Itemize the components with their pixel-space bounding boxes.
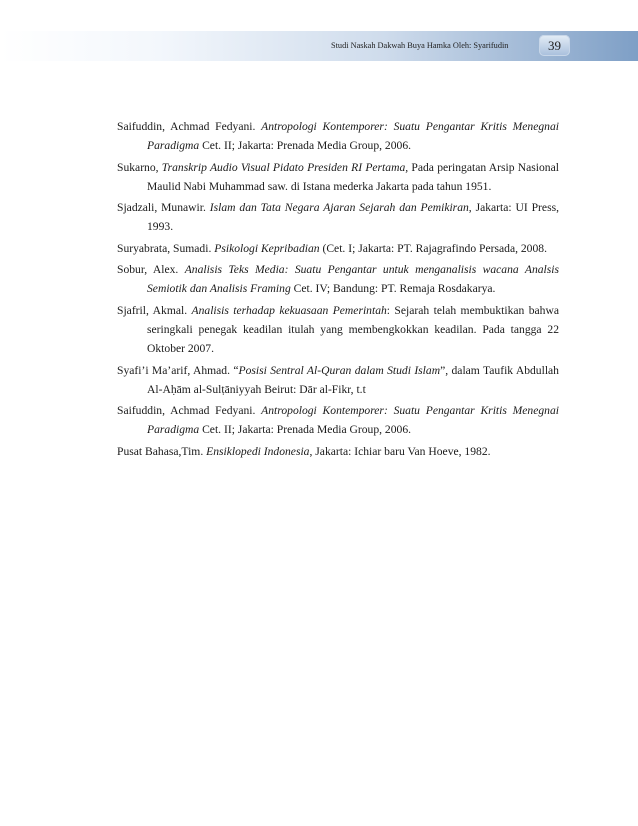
entry-author: Pusat Bahasa,Tim. xyxy=(117,444,207,458)
running-header-title: Studi Naskah Dakwah Buya Hamka Oleh: Syarifudin xyxy=(331,41,509,50)
entry-author: Syafi’i Ma’arif, Ahmad. “ xyxy=(117,363,239,377)
entry-details: ”, dalam Taufik Abdullah Al-Aḥām al-Sulṭāniyyah Beirut: Dār al-Fikr, t.t xyxy=(147,363,559,396)
entry-details: Cet. II; Jakarta: Prenada Media Group, 2006. xyxy=(199,423,412,437)
bibliography-entry xyxy=(117,442,559,461)
entry-details: , Jakarta: UI Press, 1993. xyxy=(147,201,559,234)
entry-author: Saifuddin, Achmad Fedyani. xyxy=(117,404,262,418)
entry-title: Psikologi Kepribadian xyxy=(214,241,320,255)
entry-title: Transkrip Audio Visual Pidato Presiden RI Pertama, xyxy=(161,160,409,174)
entry-title: Analisis Teks Media: Suatu Pengantar untuk menganalisis wacana Analsis Semiotik dan Analisis Framing xyxy=(147,263,560,296)
entry-title: Islam dan Tata Negara Ajaran Sejarah dan Pemikiran xyxy=(209,201,469,215)
bibliography-entry xyxy=(117,239,559,258)
entry-author: Saifuddin, Achmad Fedyani. xyxy=(117,120,262,133)
entry-details: , Jakarta: Ichiar baru Van Hoeve, 1982. xyxy=(309,444,491,458)
entry-title: Antropologi Kontemporer: Suatu Pengantar Kritis Menegnai Paradigma xyxy=(147,404,559,437)
bibliography-entry xyxy=(117,260,559,299)
entry-details: Cet. IV; Bandung: PT. Remaja Rosdakarya. xyxy=(290,282,496,296)
entry-author: Sukarno, xyxy=(117,160,162,174)
entry-title: Ensiklopedi Indonesia xyxy=(206,444,310,458)
page-number: 39 xyxy=(548,37,561,53)
bibliography-entry xyxy=(117,158,559,197)
entry-details: Cet. II; Jakarta: Prenada Media Group, 2006. xyxy=(199,139,412,153)
page-number-badge xyxy=(539,35,570,56)
entry-author: Sjadzali, Munawir. xyxy=(117,201,210,215)
entry-title: Analisis terhadap kekuasaan Pemerintah xyxy=(191,303,387,317)
bibliography-entry xyxy=(117,301,559,359)
bibliography-entry xyxy=(117,198,559,237)
bibliography-list xyxy=(117,117,559,463)
entry-details: : Sejarah telah membuktikan bahwa seringkali penegak keadilan itulah yang membengkokkan keadilan. Pada tangga 22 Oktober 2007. xyxy=(147,303,559,356)
entry-details: Pada peringatan Arsip Nasional Maulid Nabi Muhammad saw. di Istana mederka Jakarta pada tahun 1951. xyxy=(147,160,559,193)
entry-title: Antropologi Kontemporer: Suatu Pengantar Kritis Menegnai Paradigma xyxy=(147,120,559,153)
bibliography-entry xyxy=(117,361,559,400)
bibliography-entry xyxy=(117,117,559,156)
bibliography-entry xyxy=(117,401,559,440)
entry-title: Posisi Sentral Al-Quran dalam Studi Islam xyxy=(238,363,441,377)
entry-author: Suryabrata, Sumadi. xyxy=(117,241,215,255)
entry-details: (Cet. I; Jakarta: PT. Rajagrafindo Persada, 2008. xyxy=(319,241,547,255)
entry-author: Sobur, Alex. xyxy=(117,263,185,277)
entry-author: Sjafril, Akmal. xyxy=(117,303,192,317)
